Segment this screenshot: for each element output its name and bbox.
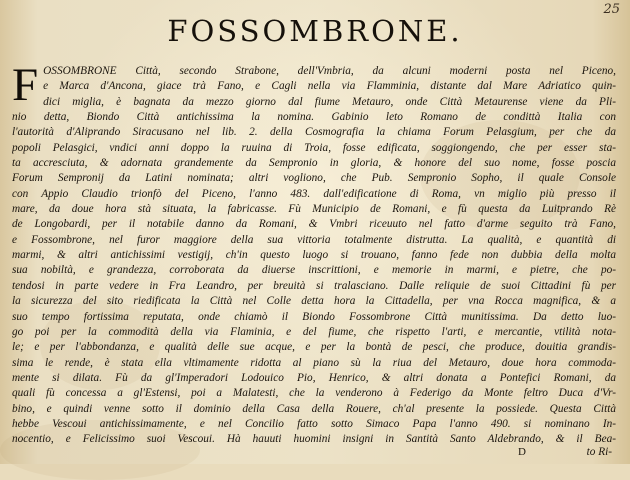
text-line: de Longobardi, per il notabile danno da Romani, & Vmbri riceuuto nel fatto d'arme seguito trà Fano, — [12, 218, 616, 231]
page-title: FOSSOMBRONE. — [167, 14, 463, 48]
text-line: le; e per l'abbondanza, e qualità delle sue acque, e per la bontà de pesci, che produce, douitia grandis- — [12, 341, 616, 354]
signature-mark: D — [518, 446, 526, 458]
text-line: sua nobiltà, e grandezza, corroborata da diuerse inscrittioni, e memorie in marmi, e pietre, che po- — [12, 264, 616, 277]
text-line: e Marca d'Ancona, giace trà Fano, e Cagli nella via Flamminia, distante dal Mare Adriatico quin- — [43, 80, 616, 93]
text-line: bino, e quindi venne sotto il dominio della Casa della Rouere, ch'al presente la possiede. Questa Città — [12, 402, 616, 415]
text-line: hebbe Vescoui antichissimamente, e nel Concilio fatto sotto Simaco Papa l'anno 490. si nominano In- — [12, 417, 616, 430]
text-line: Forum Sempronij da Latini nominata; altri vogliono, che Pub. Sempronio Sopho, il quale Console — [12, 172, 616, 185]
text-line: nocentio, e Felicissimo suoi Vescoui. Hà hauuti huomini insigni in Santità Santo Aldebrando, & il Bea- — [12, 433, 616, 446]
text-line: OSSOMBRONE Città, secondo Strabone, dell'Vmbria, da alcuni moderni posta nel Piceno, — [43, 65, 616, 77]
text-line: tendosi in parte vedere in Fra Leandro, per breuità si tralasciano. Dalle reliquie de suoi Cittadini fù per — [12, 279, 616, 292]
text-line: suo tempo fortissima reputata, onde chiamò il Biondo Fossombrone Città munitissima. Da detto luo- — [12, 310, 616, 323]
drop-cap: F — [12, 59, 39, 111]
catchword: to Ri- — [586, 446, 612, 458]
text-line: e Fossombrone, nel furor maggiore della sua vittoria totalmente distrutta. La qualità, e quantità di — [12, 233, 616, 246]
text-line: go poi per la commodità della via Flaminia, e del fiume, che rispetto l'arti, e mercantie, vtilità nota- — [12, 325, 616, 338]
body-text — [12, 59, 616, 448]
page-number: 25 — [603, 2, 620, 17]
text-line: sima le rende, è stata ella vltimamente ridotta al piano sù la riua del Metauro, doue hora commoda- — [12, 356, 616, 369]
text-line: dici miglia, è bagnata da mezzo giorno dal fiume Metauro, onde Città Metaurense viene da Pli- — [43, 95, 616, 108]
text-line: la sicurezza del sito riedificata la Città nel Colle detta hora la Cittadella, per vna Rocca magnifica, & a — [12, 295, 616, 308]
text-line: con Appio Claudio trionfò del Piceno, l'anno 483. dall'edificatione di Roma, vn miglio più presso il — [12, 187, 616, 200]
text-line: mente si dilata. Fù da gl'Imperadori Lodouico Pio, Henrico, & altri donata a Pontefici Romani, da — [12, 371, 616, 384]
text-line: nio detta, Biondo Città antichissima la nomina. Gabinio leto Romano de condittà Italia con — [12, 111, 616, 124]
text-line: l'autorità d'Aliprando Siracusano nel lib. 2. della Cosmografia la chiama Forum Pelasgium, per che da — [12, 126, 616, 139]
text-line: popoli Pelasgici, vndici anni doppo la ruuina di Troia, fosse edificata, soggiongendo, che per esser sta- — [12, 141, 616, 154]
text-line: ta accresciuta, & adornata grandemente da Sempronio in gloria, & honore del suo nome, fosse poscia — [12, 157, 616, 170]
text-line: mare, da doue hora stà situata, la fabricasse. Fù Municipio de Romani, e fù questa da Luitprando Rè — [12, 203, 616, 216]
text-line: marmi, & altri antichissimi vestigij, ch'in questo luogo si trouano, fanno fede non dubbia della molta — [12, 249, 616, 262]
text-line: quali fù concessa a gl'Estensi, poi a Malatesti, che la venderono à Federigo da Monte feltro Duca d'Vr- — [12, 387, 616, 400]
